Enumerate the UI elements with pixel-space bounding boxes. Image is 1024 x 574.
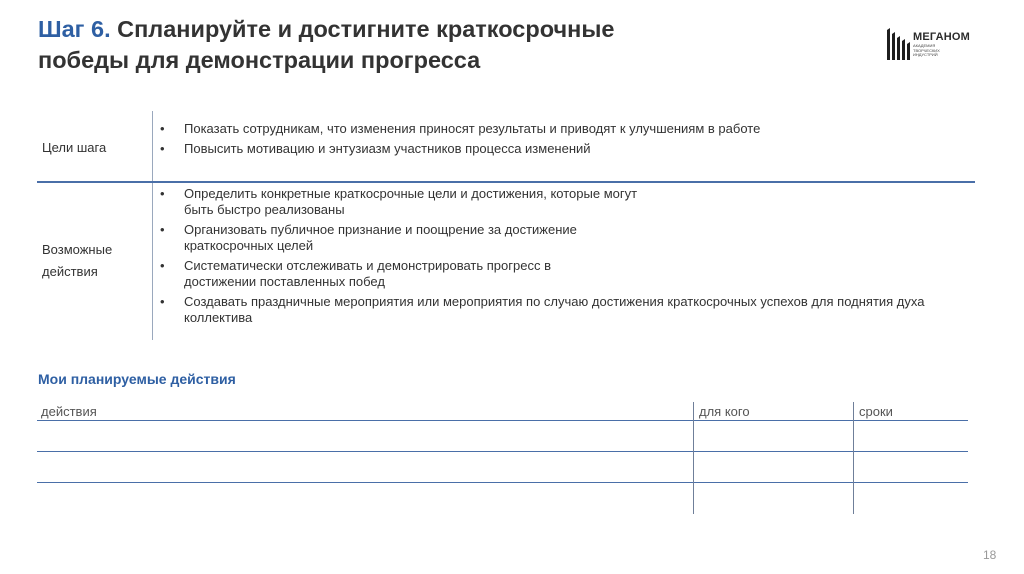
column-divider	[152, 111, 153, 340]
title-line-1: Спланируйте и достигните краткосрочные	[117, 16, 615, 42]
page-number: 18	[983, 548, 997, 562]
logo-subtitle: АКАДЕМИЯ ТВОРЧЕСКИХ ИНДУСТРИЙ	[913, 43, 940, 58]
goals-label: Цели шага	[42, 140, 107, 155]
column-header-audience: для кого	[699, 404, 750, 419]
list-item: • Показать сотрудникам, что изменения приносят результаты и приводят к улучшениям в работе	[160, 121, 780, 137]
actions-list	[160, 186, 960, 330]
list-item: • Определить конкретные краткосрочные цели и достижения, которые могут быть быстро реализованы	[160, 186, 644, 218]
table-row-line	[37, 420, 968, 421]
meganom-logo	[883, 28, 983, 64]
list-item: • Систематически отслеживать и демонстрировать прогресс в достижении поставленных побед	[160, 258, 624, 290]
slide-title	[38, 14, 838, 76]
list-item: • Повысить мотивацию и энтузиазм участников процесса изменений	[160, 141, 780, 157]
column-header-deadline: сроки	[859, 404, 893, 419]
goals-list	[160, 121, 780, 161]
plan-table	[37, 402, 968, 514]
table-row-line	[37, 451, 968, 452]
logo-name: МЕГАНОМ	[913, 31, 971, 43]
plan-heading: Мои планируемые действия	[38, 371, 236, 387]
table-column-line	[693, 402, 694, 514]
actions-label: Возможные действия	[42, 242, 113, 279]
row-divider	[37, 181, 975, 183]
list-item: • Организовать публичное признание и поощрение за достижение краткосрочных целей	[160, 222, 664, 254]
title-line-2: победы для демонстрации прогресса	[38, 47, 481, 73]
table-column-line	[853, 402, 854, 514]
logo-mark-icon	[883, 28, 911, 62]
step-number: Шаг 6.	[38, 16, 111, 42]
column-header-actions: действия	[41, 404, 97, 419]
list-item: • Создавать праздничные мероприятия или мероприятия по случаю достижения краткосрочных успехов для поднятия духа коллектива	[160, 294, 964, 326]
table-row-line	[37, 482, 968, 483]
